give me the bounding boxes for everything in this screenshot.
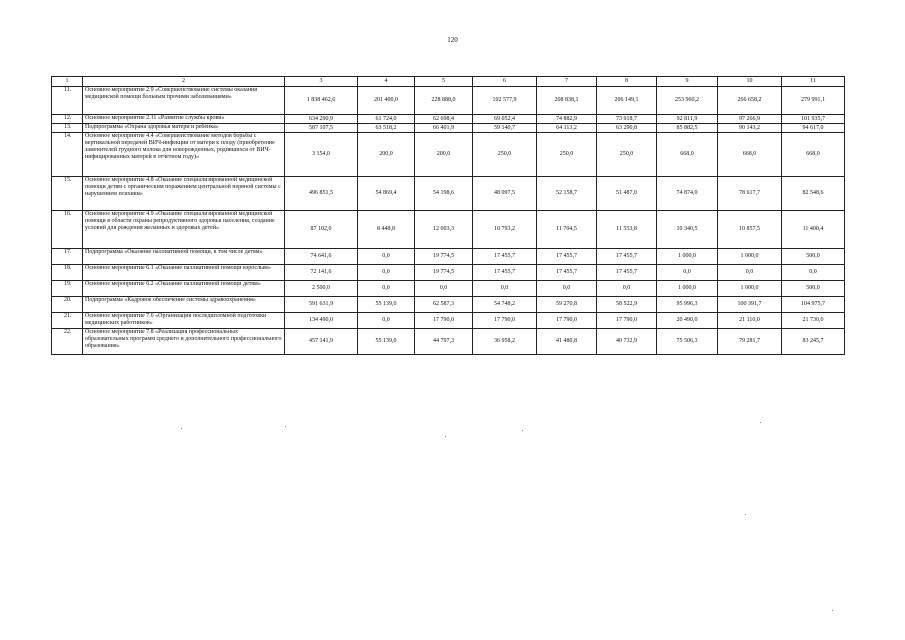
value-cell: 17 455,7 — [473, 249, 537, 265]
value-cell: 62 587,3 — [415, 297, 473, 313]
value-cell: 92 811,9 — [657, 115, 718, 124]
column-header: 3 — [285, 77, 358, 87]
value-cell: 228 888,0 — [415, 87, 473, 115]
value-cell: 266 658,2 — [718, 87, 782, 115]
value-cell: 0,0 — [657, 265, 718, 281]
value-cell: 78 617,7 — [718, 177, 782, 211]
value-cell: 1 000,0 — [657, 249, 718, 265]
column-header: 6 — [473, 77, 537, 87]
column-header: 8 — [597, 77, 657, 87]
value-cell: 253 960,2 — [657, 87, 718, 115]
column-header: 11 — [782, 77, 845, 87]
value-cell: 0,0 — [415, 281, 473, 297]
value-cell: 500,0 — [782, 281, 845, 297]
value-cell: 36 958,2 — [473, 329, 537, 355]
value-cell: 19 774,5 — [415, 249, 473, 265]
value-cell: 17 455,7 — [537, 249, 597, 265]
column-header: 4 — [358, 77, 415, 87]
table-row — [52, 87, 845, 115]
row-description: Основное мероприятие 6.1 «Оказание паллиативной помощи взрослым» — [83, 265, 285, 281]
value-cell: 591 631,9 — [285, 297, 358, 313]
row-description: Основное мероприятие 4.4 «Совершенствование методов борьбы с вертикальной передачей ВИЧ-инфекции от матери к плоду (приобретение заменителей грудного молока для новорожденных, родившихся от ВИЧ-инфицированных матерей в отчетном году)» — [83, 133, 285, 177]
budget-table — [51, 76, 845, 355]
column-header: 5 — [415, 77, 473, 87]
value-cell: 54 198,6 — [415, 177, 473, 211]
value-cell: 79 281,7 — [718, 329, 782, 355]
value-cell: 200,0 — [358, 133, 415, 177]
table-row — [52, 249, 845, 265]
value-cell: 250,0 — [537, 133, 597, 177]
row-description: Основное мероприятие 6.2 «Оказание паллиативной помощи детям» — [83, 281, 285, 297]
value-cell: 55 139,0 — [358, 297, 415, 313]
table-row — [52, 297, 845, 313]
value-cell: 75 506,3 — [657, 329, 718, 355]
table-row — [52, 211, 845, 249]
value-cell: 1 838 462,6 — [285, 87, 358, 115]
value-cell: 73 918,7 — [597, 115, 657, 124]
value-cell: 40 732,9 — [597, 329, 657, 355]
value-cell: 0,0 — [358, 249, 415, 265]
row-description: Основное мероприятие 4.8 «Оказание специализированной медицинской помощи детям с органическим поражением центральной нервной системы с нарушением психики» — [83, 177, 285, 211]
value-cell: 0,0 — [718, 265, 782, 281]
value-cell: 1 000,0 — [718, 281, 782, 297]
value-cell: 59 140,7 — [473, 124, 537, 133]
value-cell: 1 000,0 — [718, 249, 782, 265]
value-cell: 87 102,0 — [285, 211, 358, 249]
value-cell: 17 455,7 — [473, 265, 537, 281]
value-cell: 63 290,8 — [597, 124, 657, 133]
value-cell: 97 266,9 — [718, 115, 782, 124]
row-description: Основное мероприятие 2.9 «Совершенствование системы оказания медицинской помощи больным прочими заболеваниями» — [83, 87, 285, 115]
column-header: 9 — [657, 77, 718, 87]
value-cell: 94 617,0 — [782, 124, 845, 133]
value-cell: 74 874,0 — [657, 177, 718, 211]
row-number: 17. — [52, 249, 83, 265]
value-cell: 200,0 — [415, 133, 473, 177]
row-description: Подпрограмма «Кадровое обеспечение системы здравоохранения» — [83, 297, 285, 313]
value-cell: 104 975,7 — [782, 297, 845, 313]
value-cell: 59 270,8 — [537, 297, 597, 313]
scan-speck — [832, 610, 833, 611]
value-cell: 95 996,3 — [657, 297, 718, 313]
value-cell: 51 487,0 — [597, 177, 657, 211]
scan-speck — [181, 428, 182, 429]
value-cell: 668,0 — [657, 133, 718, 177]
value-cell: 12 003,3 — [415, 211, 473, 249]
value-cell: 0,0 — [782, 265, 845, 281]
value-cell: 10 793,2 — [473, 211, 537, 249]
value-cell: 279 991,1 — [782, 87, 845, 115]
row-number: 22. — [52, 329, 83, 355]
value-cell: 208 838,1 — [537, 87, 597, 115]
value-cell: 250,0 — [473, 133, 537, 177]
value-cell: 0,0 — [597, 281, 657, 297]
row-description: Основное мероприятие 2.11 «Развитие службы крови» — [83, 115, 285, 124]
table-row — [52, 281, 845, 297]
row-number: 11. — [52, 87, 83, 115]
value-cell: 11 704,5 — [537, 211, 597, 249]
value-cell: 500,0 — [782, 249, 845, 265]
column-header: 10 — [718, 77, 782, 87]
value-cell: 19 774,5 — [415, 265, 473, 281]
value-cell: 0,0 — [358, 281, 415, 297]
value-cell: 100 391,7 — [718, 297, 782, 313]
value-cell: 74 882,9 — [537, 115, 597, 124]
table-row — [52, 329, 845, 355]
page-number: 120 — [447, 36, 458, 44]
value-cell: 54 748,2 — [473, 297, 537, 313]
value-cell: 101 935,7 — [782, 115, 845, 124]
value-cell: 17 790,0 — [537, 313, 597, 329]
value-cell: 457 141,9 — [285, 329, 358, 355]
value-cell: 61 724,0 — [358, 115, 415, 124]
table-row — [52, 177, 845, 211]
value-cell: 66 401,9 — [415, 124, 473, 133]
column-header: 2 — [83, 77, 285, 87]
value-cell: 668,0 — [718, 133, 782, 177]
value-cell: 17 790,0 — [597, 313, 657, 329]
value-cell: 8 448,8 — [358, 211, 415, 249]
scan-speck — [445, 436, 446, 437]
value-cell: 63 518,2 — [358, 124, 415, 133]
value-cell: 74 641,6 — [285, 249, 358, 265]
row-number: 12. — [52, 115, 83, 124]
scan-speck — [760, 422, 761, 423]
value-cell: 11 400,4 — [782, 211, 845, 249]
value-cell: 0,0 — [358, 313, 415, 329]
row-description: Основное мероприятие 7.6 «Организация последипломной подготовки медицинских работников» — [83, 313, 285, 329]
value-cell: 206 149,1 — [597, 87, 657, 115]
row-number: 16. — [52, 211, 83, 249]
value-cell: 64 113,2 — [537, 124, 597, 133]
value-cell: 21 110,0 — [718, 313, 782, 329]
value-cell: 0,0 — [537, 281, 597, 297]
table-body — [52, 77, 845, 355]
value-cell: 192 577,9 — [473, 87, 537, 115]
value-cell: 21 730,0 — [782, 313, 845, 329]
row-number: 13. — [52, 124, 83, 133]
value-cell: 62 698,4 — [415, 115, 473, 124]
value-cell: 11 553,8 — [597, 211, 657, 249]
value-cell: 58 522,9 — [597, 297, 657, 313]
value-cell: 0,0 — [358, 265, 415, 281]
value-cell: 496 851,5 — [285, 177, 358, 211]
value-cell: 3 154,0 — [285, 133, 358, 177]
row-number: 15. — [52, 177, 83, 211]
value-cell: 10 340,5 — [657, 211, 718, 249]
row-number: 21. — [52, 313, 83, 329]
row-number: 14. — [52, 133, 83, 177]
value-cell: 17 455,7 — [597, 265, 657, 281]
value-cell: 44 797,3 — [415, 329, 473, 355]
row-description: Основное мероприятие 4.9 «Оказание специализированной медицинской помощи в области охраны репродуктивного здоровья населения, создание условий для рождения желанных и здоровых детей» — [83, 211, 285, 249]
value-cell: 201 400,0 — [358, 87, 415, 115]
value-cell: 55 139,0 — [358, 329, 415, 355]
value-cell: 17 790,0 — [415, 313, 473, 329]
table-row — [52, 115, 845, 124]
value-cell: 20 490,0 — [657, 313, 718, 329]
value-cell: 0,0 — [473, 281, 537, 297]
scan-speck — [285, 426, 286, 427]
value-cell: 52 158,7 — [537, 177, 597, 211]
scan-speck — [522, 430, 523, 431]
value-cell: 17 455,7 — [537, 265, 597, 281]
value-cell: 587 107,5 — [285, 124, 358, 133]
row-description: Подпрограмма «Оказание паллиативной помощи, в том числе детям» — [83, 249, 285, 265]
row-number: 19. — [52, 281, 83, 297]
scan-speck — [745, 514, 746, 515]
value-cell: 668,0 — [782, 133, 845, 177]
value-cell: 1 000,0 — [657, 281, 718, 297]
table-row — [52, 265, 845, 281]
row-description: Основное мероприятие 7.8 «Реализация профессиональных образовательных программ среднего и дополнительного профессионального образования» — [83, 329, 285, 355]
value-cell: 41 480,8 — [537, 329, 597, 355]
value-cell: 90 143,2 — [718, 124, 782, 133]
value-cell: 17 455,7 — [597, 249, 657, 265]
value-cell: 17 790,0 — [473, 313, 537, 329]
column-header: 1 — [52, 77, 83, 87]
table-row — [52, 133, 845, 177]
value-cell: 72 141,6 — [285, 265, 358, 281]
column-header: 7 — [537, 77, 597, 87]
value-cell: 54 869,4 — [358, 177, 415, 211]
value-cell: 85 882,5 — [657, 124, 718, 133]
header-row — [52, 77, 845, 87]
value-cell: 2 500,0 — [285, 281, 358, 297]
value-cell: 48 097,5 — [473, 177, 537, 211]
table-row — [52, 124, 845, 133]
table-row — [52, 313, 845, 329]
value-cell: 634 290,9 — [285, 115, 358, 124]
value-cell: 82 548,6 — [782, 177, 845, 211]
value-cell: 250,0 — [597, 133, 657, 177]
value-cell: 10 857,5 — [718, 211, 782, 249]
row-number: 18. — [52, 265, 83, 281]
row-number: 20. — [52, 297, 83, 313]
value-cell: 134 490,0 — [285, 313, 358, 329]
value-cell: 83 245,7 — [782, 329, 845, 355]
row-description: Подпрограмма «Охрана здоровья матери и ребенка» — [83, 124, 285, 133]
value-cell: 69 052,4 — [473, 115, 537, 124]
